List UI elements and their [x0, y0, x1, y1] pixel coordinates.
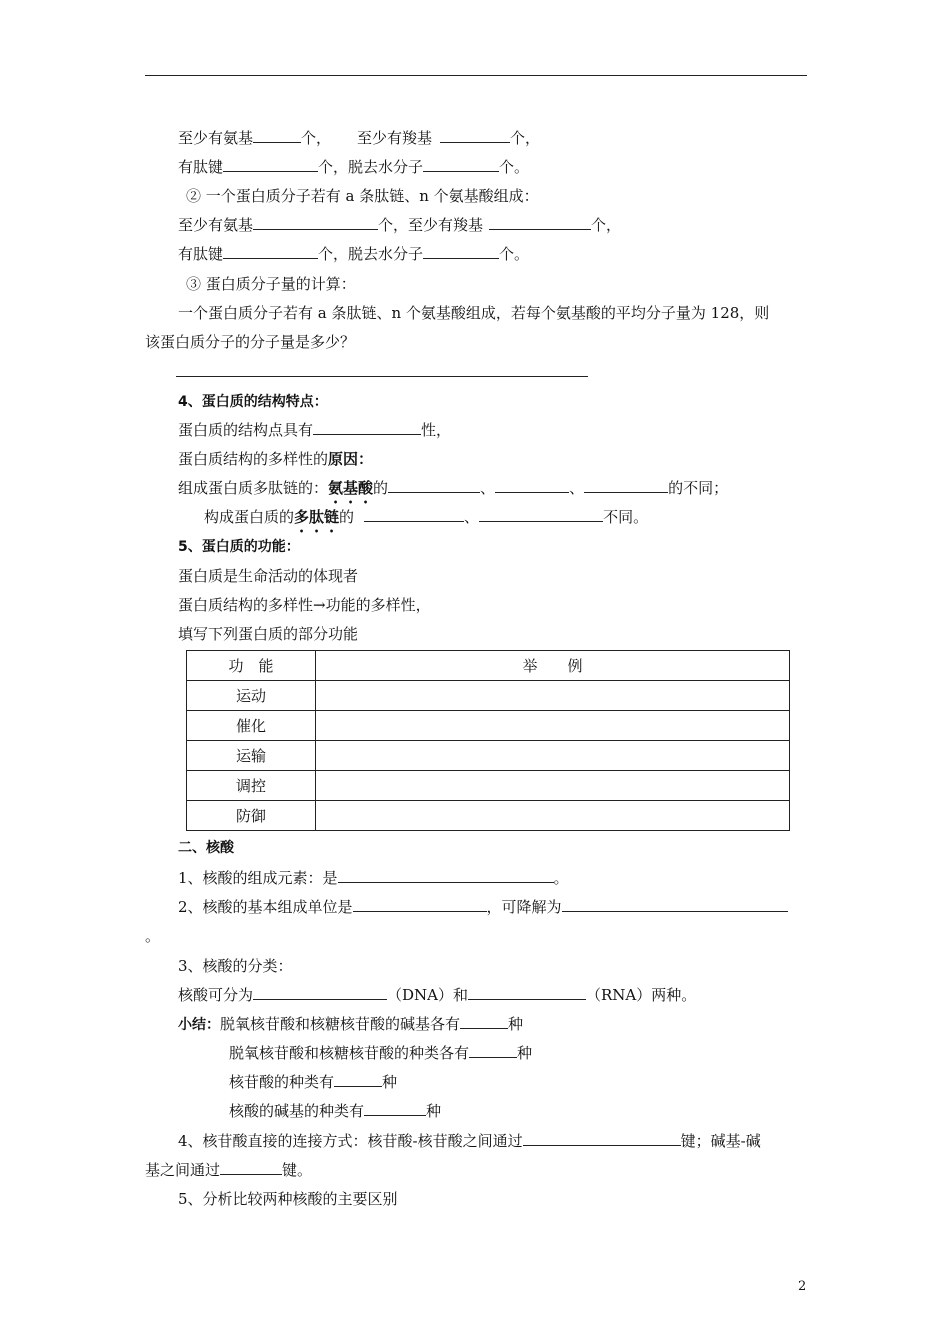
header-function: 功 能: [187, 651, 316, 681]
line-structure-feature: 蛋白质的结构点具有 性，: [178, 421, 452, 439]
line-item-3: ③ 蛋白质分子量的计算：: [186, 275, 356, 293]
blank[interactable]: [468, 985, 586, 1000]
line-amino-acid-diff: 组成蛋白质多肽链的：氨基酸的 、 、 的不同；: [178, 479, 729, 497]
blank[interactable]: [469, 1043, 517, 1058]
example-cell[interactable]: [316, 681, 790, 711]
example-cell[interactable]: [316, 801, 790, 831]
line-classification: 3、核酸的分类：: [178, 957, 293, 975]
blank[interactable]: [489, 215, 591, 230]
line-peptide-water: 有肽键 个，脱去水分子 个。: [178, 245, 530, 263]
header-rule: [145, 75, 807, 76]
line-function-2: 蛋白质结构的多样性→功能的多样性，: [178, 596, 431, 614]
page-number: 2: [798, 1279, 807, 1294]
blank[interactable]: [388, 478, 480, 493]
blank[interactable]: [523, 1131, 681, 1146]
line-basic-unit: 2、核酸的基本组成单位是 ，可降解为: [178, 897, 788, 917]
blank[interactable]: [334, 1072, 382, 1087]
line-linkage-cont: 基之间通过 键。: [145, 1161, 313, 1179]
line-summary-3: 核苷酸的种类有 种: [229, 1073, 398, 1091]
line-summary-1: 小结：脱氧核苷酸和核糖核苷酸的碱基各有 种: [178, 1015, 524, 1033]
line-basic-unit-end: 。: [145, 927, 161, 945]
example-cell[interactable]: [316, 711, 790, 741]
heading-nucleic-acid: 二、核酸: [178, 840, 234, 856]
blank[interactable]: [440, 128, 510, 143]
example-cell[interactable]: [316, 771, 790, 801]
row-label: 催化: [187, 711, 316, 741]
line-question-cont: 该蛋白质分子的分子量是多少？: [145, 333, 356, 351]
line-elements: 1、核酸的组成元素：是 。: [178, 869, 569, 887]
blank[interactable]: [584, 478, 668, 493]
blank[interactable]: [479, 507, 603, 522]
table-row: [187, 711, 790, 741]
line-linkage: 4、核苷酸直接的连接方式：核苷酸-核苷酸之间通过 键；碱基-碱: [178, 1132, 761, 1150]
blank[interactable]: [220, 1160, 282, 1175]
line-compare: 5、分析比较两种核酸的主要区别: [178, 1190, 398, 1208]
table-row: [187, 801, 790, 831]
blank[interactable]: [423, 244, 499, 259]
line-amino-carboxyl: 至少有氨基 个，至少有羧基 个，: [178, 216, 622, 234]
line-polypeptide-diff: 构成蛋白质的多肽链的 、 不同。: [204, 508, 649, 526]
line-dna-rna: 核酸可分为 （DNA）和 （RNA）两种。: [178, 986, 697, 1004]
blank[interactable]: [353, 897, 487, 912]
line-summary-4: 核酸的碱基的种类有 种: [229, 1102, 442, 1120]
blank[interactable]: [223, 244, 318, 259]
blank[interactable]: [364, 507, 464, 522]
line-summary-2: 脱氧核苷酸和核糖核苷酸的种类各有 种: [229, 1044, 533, 1062]
line-peptide-bonds: 有肽键 个，脱去水分子 个。: [178, 158, 530, 176]
header-example: 举 例: [316, 651, 790, 681]
heading-structure: 4、蛋白质的结构特点：: [178, 394, 328, 410]
blank[interactable]: [223, 157, 318, 172]
blank[interactable]: [253, 985, 387, 1000]
table-row: [187, 771, 790, 801]
blank[interactable]: [253, 215, 378, 230]
row-label: 调控: [187, 771, 316, 801]
example-cell[interactable]: [316, 741, 790, 771]
row-label: 防御: [187, 801, 316, 831]
blank[interactable]: [313, 420, 421, 435]
line-question: 一个蛋白质分子若有 a 条肽链、n 个氨基酸组成，若每个氨基酸的平均分子量为 128，则: [178, 304, 770, 322]
blank[interactable]: [495, 478, 569, 493]
line-function-1: 蛋白质是生命活动的体现者: [178, 567, 359, 585]
line-item-2: ② 一个蛋白质分子若有 a 条肽链、n 个氨基酸组成：: [186, 187, 539, 205]
blank[interactable]: [338, 868, 554, 883]
blank[interactable]: [253, 128, 301, 143]
blank[interactable]: [460, 1014, 508, 1029]
line-diversity-cause: 蛋白质结构的多样性的原因：: [178, 450, 374, 468]
row-label: 运动: [187, 681, 316, 711]
table-row: [187, 681, 790, 711]
heading-function: 5、蛋白质的功能：: [178, 539, 300, 555]
table-header-row: [187, 651, 790, 681]
line-amino-min: 至少有氨基 个， 至少有羧基 个，: [178, 129, 541, 147]
line-function-3: 填写下列蛋白质的部分功能: [178, 625, 359, 643]
function-table: [186, 650, 790, 831]
blank[interactable]: [364, 1101, 426, 1116]
row-label: 运输: [187, 741, 316, 771]
answer-line[interactable]: [176, 376, 588, 377]
table-row: [187, 741, 790, 771]
blank[interactable]: [423, 157, 499, 172]
blank[interactable]: [562, 897, 788, 912]
